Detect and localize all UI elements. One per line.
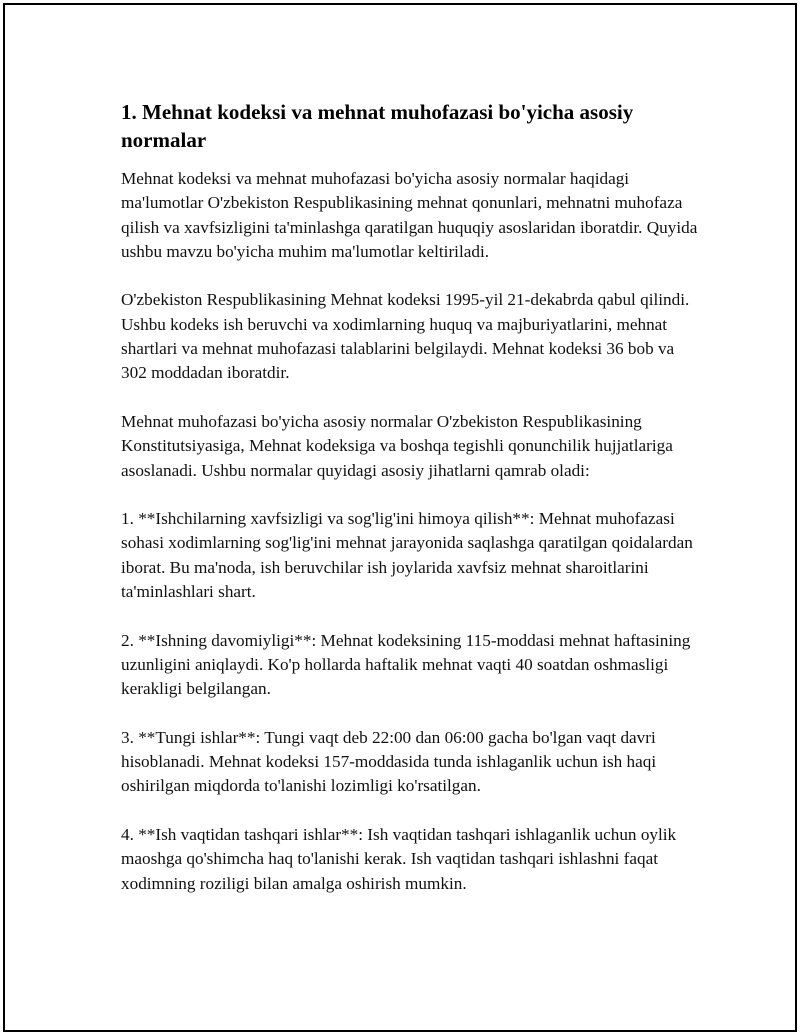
page-frame <box>3 3 797 1032</box>
list-item-worker-safety: 1. **Ishchilarning xavfsizligi va sog'lig'ini himoya qilish**: Mehnat muhofazasi sohasi xodimlarning sog'lig'ini mehnat jarayonida saqlashga qaratilgan qoidalardan iborat. Bu ma'noda, ish beruvchilar ish joylarida xavfsiz mehnat sharoitlarini ta'minlashlari shart. <box>121 509 693 602</box>
list-item-overtime-work: 4. **Ish vaqtidan tashqari ishlar**: Ish vaqtidan tashqari ishlaganlik uchun oylik maoshga qo'shimcha haq to'lanishi kerak. Ish vaqtidan tashqari ishlashni faqat xodimning roziligi bilan amalga oshirish mumkin. <box>121 825 677 893</box>
document-body <box>121 98 701 920</box>
section-heading: 1. Mehnat kodeksi va mehnat muhofazasi bo'yicha asosiy normalar <box>121 100 634 152</box>
list-item-night-work: 3. **Tungi ishlar**: Tungi vaqt deb 22:00 dan 06:00 gacha bo'lgan vaqt davri hisoblanadi. Mehnat kodeksi 157-moddasida tunda ishlaganlik uchun ish haqi oshirilgan miqdorda to'lanishi lozimligi ko'rsatilgan. <box>121 727 657 796</box>
intro-paragraph: Mehnat kodeksi va mehnat muhofazasi bo'yicha asosiy normalar haqidagi ma'lumotlar O'zbekiston Respublikasining mehnat qonunlari, mehnatni muhofaza qilish va xavfsizligini ta'minlashga qaratilgan huquqiy asoslaridan iboratdir. Quyida ushbu mavzu bo'yicha muhim ma'lumotlar keltiriladi. <box>121 169 698 261</box>
list-item-work-duration: 2. **Ishning davomiyligi**: Mehnat kodeksining 115-moddasi mehnat haftasining uzunligini aniqlaydi. Ko'p hollarda haftalik mehnat vaqti 40 soatdan oshmasligi kerakligi belgilangan. <box>121 630 691 699</box>
labor-code-paragraph: O'zbekiston Respublikasining Mehnat kodeksi 1995-yil 21-dekabrda qabul qilindi. Ushbu kodeks ish beruvchi va xodimlarning huquq va majburiyatlarini, mehnat shartlari va mehnat muhofazasi talablarini belgilaydi. Mehnat kodeksi 36 bob va 302 moddadan iboratdir. <box>121 290 690 383</box>
norms-basis-paragraph: Mehnat muhofazasi bo'yicha asosiy normalar O'zbekiston Respublikasining Konstitutsiyasiga, Mehnat kodeksiga va boshqa tegishli qonunchilik hujjatlariga asoslanadi. Ushbu normalar quyidagi asosiy jihatlarni qamrab oladi: <box>121 411 673 480</box>
